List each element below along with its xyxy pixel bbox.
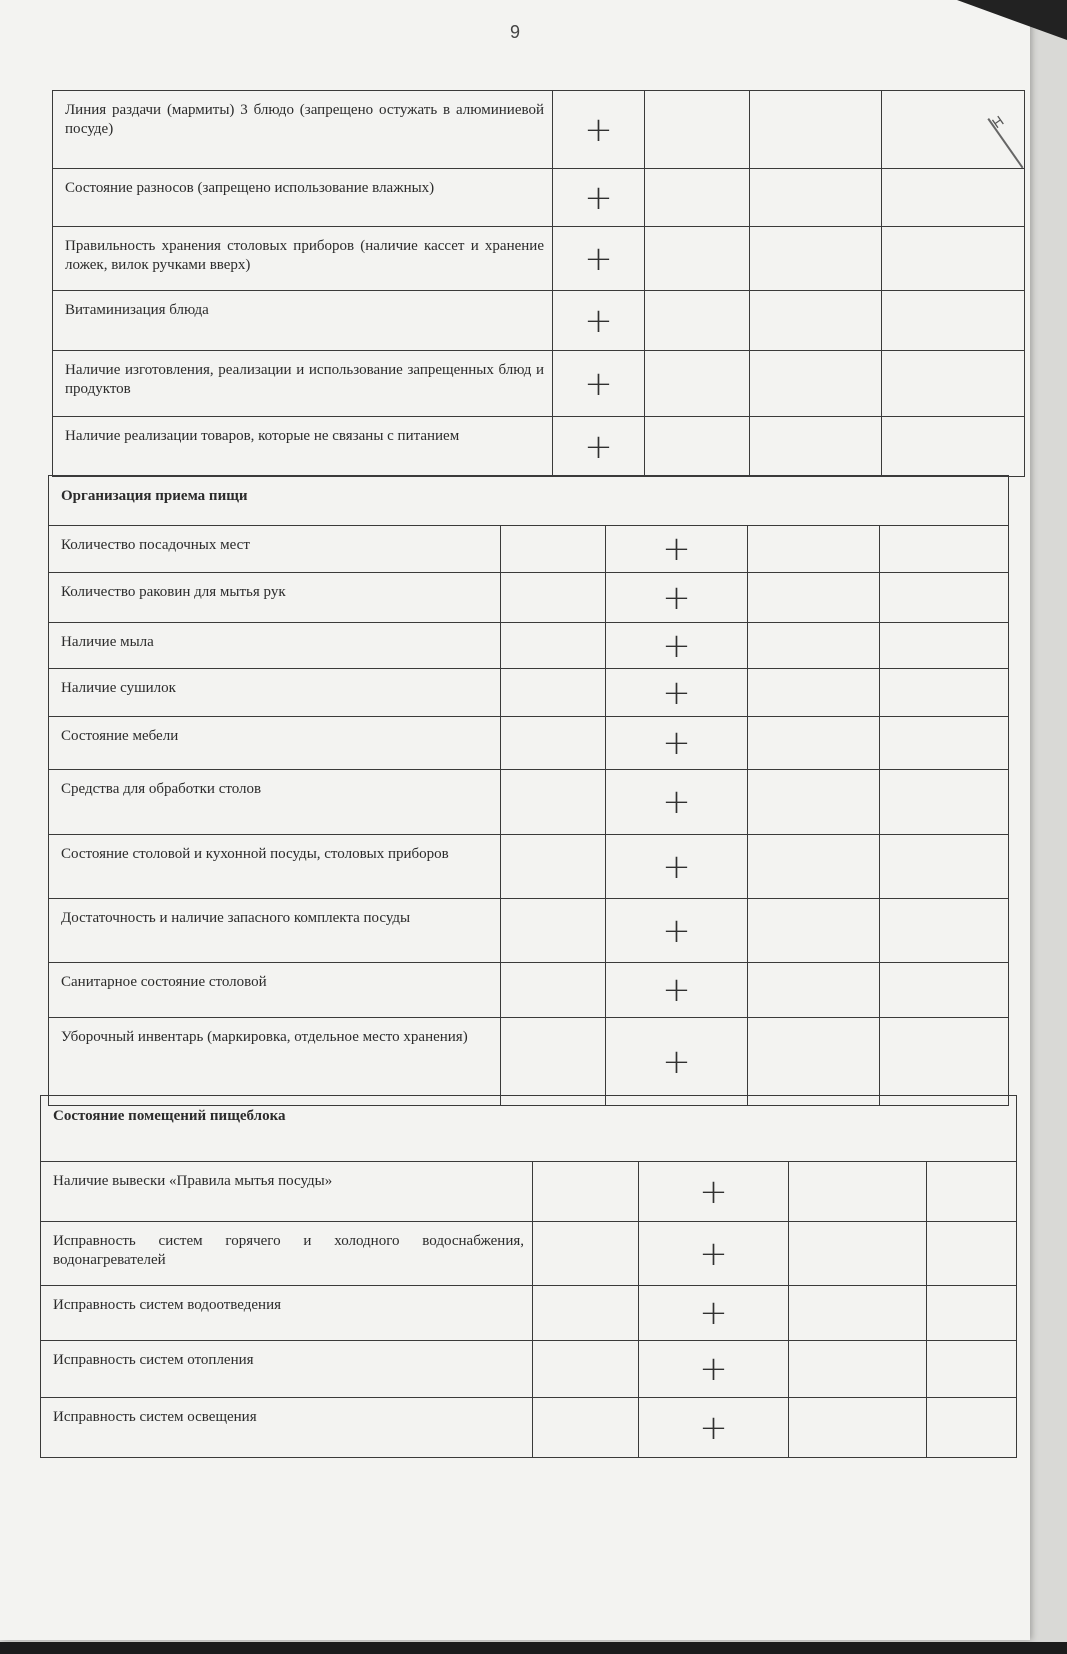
row-label: Наличие вывески «Правила мытья посуды» xyxy=(41,1162,533,1222)
empty-cell xyxy=(748,623,880,669)
table-row xyxy=(49,669,1009,717)
table-row xyxy=(53,91,1025,169)
empty-cell xyxy=(880,623,1009,669)
row-label: Наличие сушилок xyxy=(49,669,501,717)
empty-cell xyxy=(645,91,750,169)
table-row xyxy=(41,1341,1017,1398)
table-row xyxy=(49,1018,1009,1106)
empty-cell xyxy=(748,526,880,573)
empty-cell xyxy=(501,526,606,573)
empty-cell xyxy=(501,669,606,717)
check-mark: + xyxy=(553,91,645,169)
check-mark: + xyxy=(606,770,748,835)
empty-cell xyxy=(748,770,880,835)
check-mark: + xyxy=(606,1018,748,1106)
empty-cell xyxy=(882,227,1025,291)
empty-cell xyxy=(882,169,1025,227)
empty-cell xyxy=(880,899,1009,963)
check-mark: + xyxy=(639,1286,789,1341)
empty-cell xyxy=(880,1018,1009,1106)
row-label: Исправность систем водоотведения xyxy=(41,1286,533,1341)
empty-cell xyxy=(880,669,1009,717)
table-row xyxy=(49,573,1009,623)
check-mark: + xyxy=(606,669,748,717)
empty-cell xyxy=(882,417,1025,477)
empty-cell xyxy=(501,623,606,669)
row-label: Количество посадочных мест xyxy=(49,526,501,573)
checklist-table-meals xyxy=(48,475,1009,1106)
row-label: Исправность систем горячего и холодного водоснабжения, водонагревателей xyxy=(41,1222,533,1286)
row-label: Уборочный инвентарь (маркировка, отдельное место хранения) xyxy=(49,1018,501,1106)
table-row xyxy=(49,835,1009,899)
row-label: Исправность систем отопления xyxy=(41,1341,533,1398)
empty-cell xyxy=(533,1222,639,1286)
empty-cell xyxy=(880,835,1009,899)
table-row xyxy=(41,1286,1017,1341)
empty-cell xyxy=(645,227,750,291)
check-mark: + xyxy=(639,1341,789,1398)
row-label: Правильность хранения столовых приборов (наличие кассет и хранение ложек, вилок ручками вверх) xyxy=(53,227,553,291)
empty-cell xyxy=(645,291,750,351)
empty-cell xyxy=(645,351,750,417)
empty-cell xyxy=(748,573,880,623)
row-label: Состояние мебели xyxy=(49,717,501,770)
row-label: Санитарное состояние столовой xyxy=(49,963,501,1018)
empty-cell xyxy=(880,963,1009,1018)
empty-cell xyxy=(501,835,606,899)
row-label: Наличие мыла xyxy=(49,623,501,669)
empty-cell xyxy=(750,227,882,291)
empty-cell xyxy=(789,1398,927,1458)
empty-cell xyxy=(750,291,882,351)
empty-cell xyxy=(645,417,750,477)
check-mark: + xyxy=(639,1398,789,1458)
empty-cell xyxy=(880,526,1009,573)
empty-cell xyxy=(927,1341,1017,1398)
table-row xyxy=(53,351,1025,417)
check-mark: + xyxy=(553,351,645,417)
empty-cell xyxy=(501,573,606,623)
check-mark: + xyxy=(639,1162,789,1222)
empty-cell xyxy=(750,169,882,227)
empty-cell xyxy=(501,1018,606,1106)
empty-cell xyxy=(533,1162,639,1222)
empty-cell xyxy=(927,1222,1017,1286)
dark-corner xyxy=(957,0,1067,40)
section-title: Состояние помещений пищеблока xyxy=(41,1096,1017,1162)
check-mark: + xyxy=(553,291,645,351)
empty-cell xyxy=(789,1341,927,1398)
empty-cell xyxy=(789,1222,927,1286)
empty-cell xyxy=(927,1286,1017,1341)
page-number: 9 xyxy=(509,22,520,42)
section-row xyxy=(49,476,1009,526)
empty-cell xyxy=(501,770,606,835)
row-label: Средства для обработки столов xyxy=(49,770,501,835)
table-row xyxy=(41,1398,1017,1458)
table-row xyxy=(53,227,1025,291)
table-row xyxy=(53,169,1025,227)
table-row xyxy=(49,717,1009,770)
row-label: Исправность систем освещения xyxy=(41,1398,533,1458)
row-label: Количество раковин для мытья рук xyxy=(49,573,501,623)
empty-cell xyxy=(789,1162,927,1222)
empty-cell xyxy=(748,669,880,717)
empty-cell xyxy=(748,1018,880,1106)
check-mark: + xyxy=(553,417,645,477)
table-row xyxy=(49,963,1009,1018)
empty-cell xyxy=(750,417,882,477)
empty-cell xyxy=(533,1341,639,1398)
empty-cell xyxy=(880,573,1009,623)
check-mark: + xyxy=(606,717,748,770)
table-row xyxy=(49,623,1009,669)
section-row xyxy=(41,1096,1017,1162)
row-label: Линия раздачи (мармиты) 3 блюдо (запрещено остужать в алюминиевой посуде) xyxy=(53,91,553,169)
table-row xyxy=(49,899,1009,963)
section-title: Организация приема пищи xyxy=(49,476,1009,526)
row-label: Витаминизация блюда xyxy=(53,291,553,351)
check-mark: + xyxy=(606,573,748,623)
check-mark: + xyxy=(606,835,748,899)
empty-cell xyxy=(533,1286,639,1341)
edge-letter: Н xyxy=(989,112,1007,132)
empty-cell xyxy=(748,835,880,899)
empty-cell xyxy=(645,169,750,227)
empty-cell xyxy=(748,899,880,963)
row-label: Достаточность и наличие запасного комплекта посуды xyxy=(49,899,501,963)
empty-cell xyxy=(748,717,880,770)
empty-cell xyxy=(927,1162,1017,1222)
table-row xyxy=(53,291,1025,351)
empty-cell xyxy=(748,963,880,1018)
checklist-table-top xyxy=(52,90,1025,477)
empty-cell xyxy=(880,717,1009,770)
check-mark: + xyxy=(606,899,748,963)
row-label: Состояние разносов (запрещено использование влажных) xyxy=(53,169,553,227)
row-label: Наличие изготовления, реализации и использование запрещенных блюд и продуктов xyxy=(53,351,553,417)
row-label: Состояние столовой и кухонной посуды, столовых приборов xyxy=(49,835,501,899)
empty-cell xyxy=(882,291,1025,351)
empty-cell xyxy=(789,1286,927,1341)
empty-cell xyxy=(750,351,882,417)
row-label: Наличие реализации товаров, которые не связаны с питанием xyxy=(53,417,553,477)
table-row xyxy=(41,1162,1017,1222)
empty-cell xyxy=(750,91,882,169)
check-mark: + xyxy=(606,526,748,573)
empty-cell xyxy=(880,770,1009,835)
table-row xyxy=(49,526,1009,573)
check-mark: + xyxy=(553,227,645,291)
empty-cell xyxy=(927,1398,1017,1458)
table-row xyxy=(53,417,1025,477)
check-mark: + xyxy=(606,963,748,1018)
checklist-table-rooms xyxy=(40,1095,1017,1458)
check-mark: + xyxy=(639,1222,789,1286)
table-row xyxy=(41,1222,1017,1286)
dark-bottom-strip xyxy=(0,1642,1067,1654)
check-mark: + xyxy=(606,623,748,669)
empty-cell xyxy=(501,717,606,770)
check-mark: + xyxy=(553,169,645,227)
empty-cell xyxy=(501,899,606,963)
empty-cell xyxy=(501,963,606,1018)
empty-cell xyxy=(882,351,1025,417)
table-row xyxy=(49,770,1009,835)
empty-cell xyxy=(533,1398,639,1458)
